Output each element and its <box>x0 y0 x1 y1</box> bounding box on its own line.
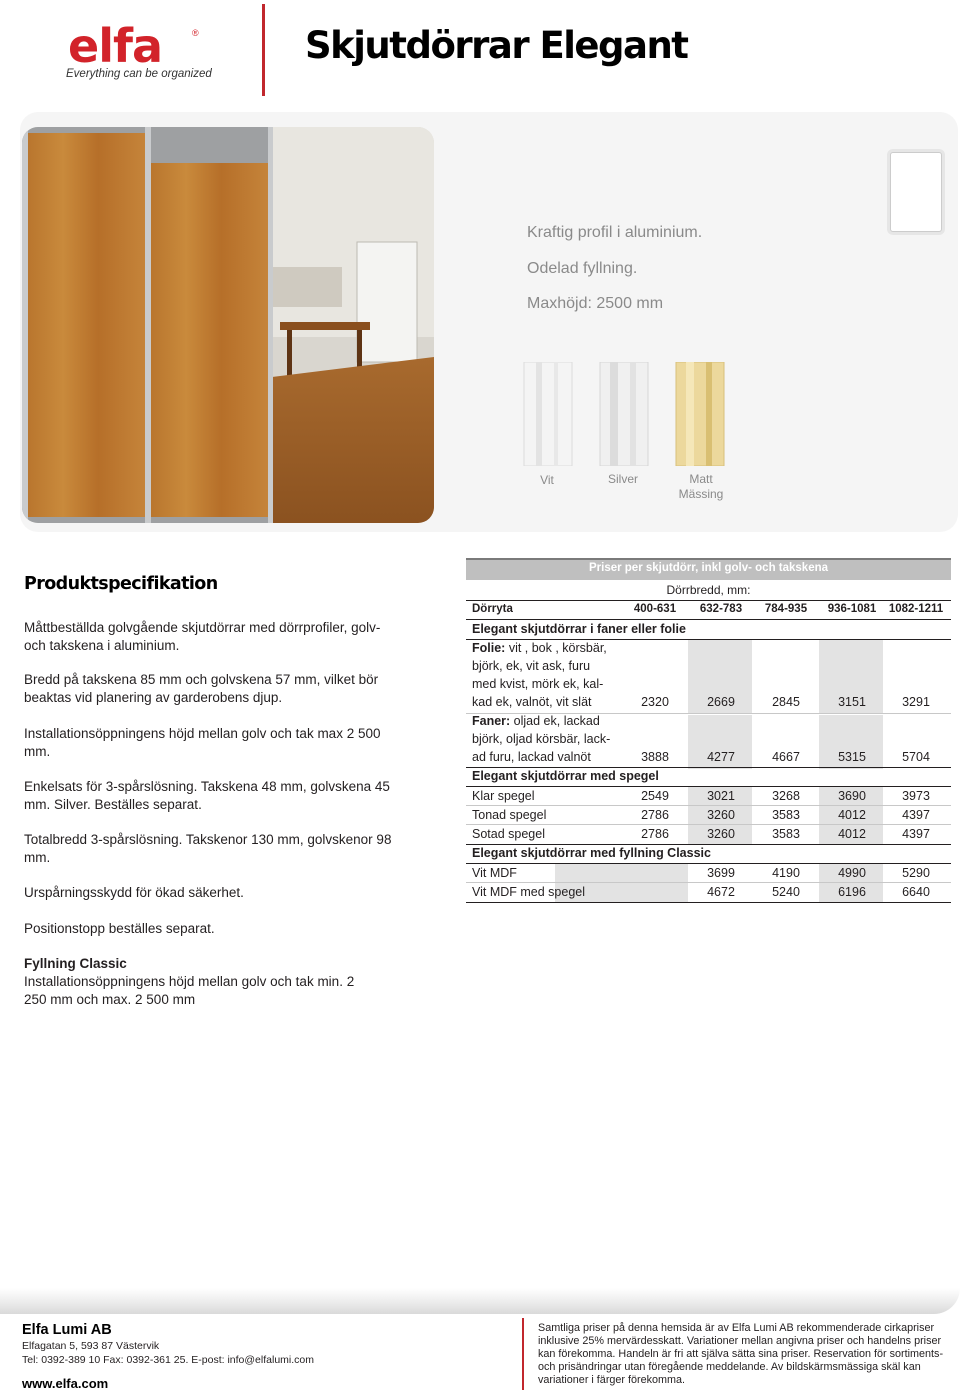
table-section-label: Elegant skjutdörrar i faner eller folie <box>472 622 686 636</box>
spec-heading: Produktspecifikation <box>24 574 218 594</box>
table-section-label: Elegant skjutdörrar med spegel <box>472 769 659 783</box>
price-cell: 3268 <box>772 789 800 803</box>
price-cell: 3973 <box>902 789 930 803</box>
price-cell: 6640 <box>902 885 930 899</box>
column-header-dorryta: Dörryta <box>472 603 513 615</box>
profile-label-brass: Matt Mässing <box>678 472 724 501</box>
price-cell: 3583 <box>772 827 800 841</box>
spec-paragraph: Enkelsats för 3-spårslösning. Takskena 48 mm, golvskena 45 mm. Silver. Beställes separat. <box>24 779 390 812</box>
price-cell: 4012 <box>838 808 866 822</box>
price-cell: 3260 <box>707 827 735 841</box>
price-cell: 5315 <box>838 750 866 764</box>
table-rule <box>466 844 951 845</box>
price-cell: 2549 <box>641 789 669 803</box>
feature-profile: Kraftig profil i aluminium. <box>527 224 703 241</box>
price-cell: 2669 <box>707 695 735 709</box>
footer-band <box>0 1288 960 1314</box>
table-rule <box>466 786 951 787</box>
price-cell: 4277 <box>707 750 735 764</box>
profile-white-icon <box>520 362 576 466</box>
price-cell: 4012 <box>838 827 866 841</box>
price-cell: 4397 <box>902 808 930 822</box>
header-divider <box>262 4 265 96</box>
price-cell: 3260 <box>707 808 735 822</box>
price-cell: 4397 <box>902 827 930 841</box>
price-cell: 4667 <box>772 750 800 764</box>
price-cell: 3888 <box>641 750 669 764</box>
registered-mark: ® <box>192 28 199 38</box>
price-cell: 3690 <box>838 789 866 803</box>
price-cell: 3699 <box>707 866 735 880</box>
folie-line: med kvist, mörk ek, kal- <box>472 677 604 691</box>
profile-label-silver: Silver <box>607 472 638 486</box>
row-label: Vit MDF <box>472 866 517 880</box>
row-divider <box>466 824 951 825</box>
price-cell: 5290 <box>902 866 930 880</box>
price-cell: 6196 <box>838 885 866 899</box>
spec-paragraph: Måttbeställda golvgående skjutdörrar med dörrprofiler, golv- och takskena i aluminium. <box>24 620 381 653</box>
column-header: 632-783 <box>699 603 743 615</box>
row-label: Vit MDF med spegel <box>472 885 586 899</box>
table-rule <box>466 619 951 620</box>
spec-paragraph: Totalbredd 3-spårslösning. Takskenor 130 mm, golvskenor 98 mm. <box>24 832 392 865</box>
faner-line: björk, oljad körsbär, lack- <box>472 732 611 746</box>
price-cell: 2320 <box>641 695 669 709</box>
profile-label-white: Vit <box>540 473 554 487</box>
price-cell: 5704 <box>902 750 930 764</box>
spec-paragraph: Positionstopp beställes separat. <box>24 921 215 936</box>
price-cell: 3151 <box>838 695 866 709</box>
table-rule <box>466 902 951 903</box>
folie-line: Folie: vit , bok , körsbär, <box>472 641 607 655</box>
price-cell: 4990 <box>838 866 866 880</box>
company-contact: Tel: 0392-389 10 Fax: 0392-361 25. E-post: info@elfalumi.com <box>22 1354 314 1366</box>
table-subtitle: Dörrbredd, mm: <box>666 583 751 597</box>
price-disclaimer: Samtliga priser på denna hemsida är av Elfa Lumi AB rekommenderade cirkapriser inklusive 25% mervärdesskatt. Variationer mellan angivna priser och handelns priser kan förekomma. Handeln är fri att själva sätta sina priser. Reservation för sortiments- och prisändringar utan föregående meddelande. Av bildskärmsmässiga skäl kan variationer i färger förekomma. <box>538 1322 944 1386</box>
profile-brass-icon <box>672 362 728 466</box>
price-cell: 2786 <box>641 827 669 841</box>
profile-silver-icon <box>596 362 652 466</box>
price-cell: 3291 <box>902 695 930 709</box>
folie-line: björk, ek, vit ask, furu <box>472 659 591 673</box>
spec-paragraph: Bredd på takskena 85 mm och golvskena 57 mm, vilket bör beaktas vid planering av garderobens djup. <box>24 672 379 705</box>
price-cell: 3021 <box>707 789 735 803</box>
page-title: Skjutdörrar Elegant <box>305 24 688 67</box>
price-cell: 3583 <box>772 808 800 822</box>
row-label: Tonad spegel <box>472 808 547 822</box>
price-cell: 5240 <box>772 885 800 899</box>
website-link[interactable]: www.elfa.com <box>22 1376 109 1391</box>
spec-paragraph: Installationsöppningens höjd mellan golv och tak max 2 500 mm. <box>24 726 381 759</box>
price-cell: 2786 <box>641 808 669 822</box>
price-cell: 4190 <box>772 866 800 880</box>
table-title: Priser per skjutdörr, inkl golv- och takskena <box>588 562 829 574</box>
row-divider <box>466 882 951 883</box>
column-header: 936-1081 <box>827 603 877 615</box>
folie-line: kad ek, valnöt, vit slät <box>472 695 592 709</box>
table-rule <box>466 863 951 864</box>
row-label: Klar spegel <box>472 789 535 803</box>
row-label: Sotad spegel <box>472 827 545 841</box>
company-name: Elfa Lumi AB <box>22 1322 112 1338</box>
table-rule <box>466 767 951 768</box>
wardrobe-photo <box>22 127 434 523</box>
filling-sample-swatch <box>890 152 942 232</box>
price-cell: 4672 <box>707 885 735 899</box>
logo-wordmark: elfa <box>68 19 163 73</box>
faner-line: Faner: oljad ek, lackad <box>472 714 600 728</box>
logo-tagline: Everything can be organized <box>66 68 212 80</box>
footer-divider <box>522 1318 524 1390</box>
column-header: 400-631 <box>633 603 677 615</box>
column-header: 784-935 <box>764 603 808 615</box>
classic-heading: Fyllning Classic <box>24 956 127 971</box>
row-divider <box>466 805 951 806</box>
column-header: 1082-1211 <box>888 603 944 615</box>
spec-paragraph: Urspårningsskydd för ökad säkerhet. <box>24 885 244 900</box>
feature-filling: Odelad fyllning. <box>527 260 638 277</box>
classic-text: Installationsöppningens höjd mellan golv och tak min. 2 250 mm och max. 2 500 mm <box>24 974 355 1007</box>
table-section-label: Elegant skjutdörrar med fyllning Classic <box>472 846 711 860</box>
elfa-logo <box>64 19 214 84</box>
price-cell: 2845 <box>772 695 800 709</box>
feature-max-height: Maxhöjd: 2500 mm <box>527 295 664 312</box>
table-rule <box>466 600 951 601</box>
company-address: Elfagatan 5, 593 87 Västervik <box>22 1340 160 1352</box>
faner-line: ad furu, lackad valnöt <box>472 750 591 764</box>
